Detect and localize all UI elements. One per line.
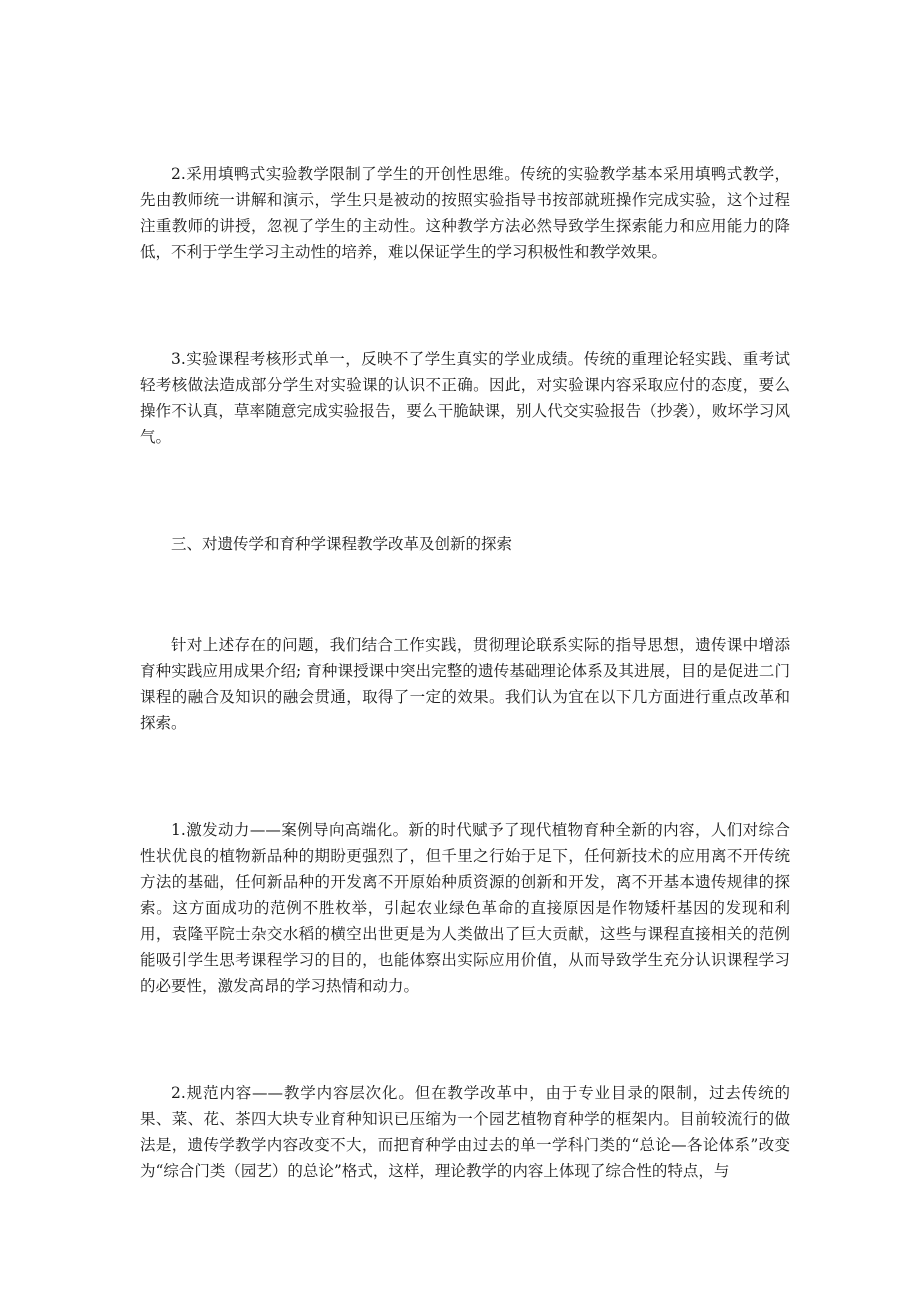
section-heading: 三、对遗传学和育种学课程教学改革及创新的探索 [171,535,513,553]
paragraph-motivation: 1.激发动力——案例导向高端化。新的时代赋予了现代植物育种全新的内容，人们对综合性状优良的植物新品种的期盼更强烈了，但千里之行始于足下，任何新技术的应用离不开传统方法的基础，任何新品种的开发离不开原始种质资源的创新和开发，离不开基本遗传规律的探索。这方面成功的范例不胜枚举，引起农业绿色革命的直接原因是作物矮杆基因的发现和利用，袁隆平院士杂交水稻的横空出世更是为人类做出了巨大贡献，这些与课程直接相关的范例能吸引学生思考课程学习的目的，也能体察出实际应用价值，从而导致学生充分认识课程学习的必要性，激发高昂的学习热情和动力。 [140,821,790,995]
paragraph-reform-intro: 针对上述存在的问题，我们结合工作实践，贯彻理论联系实际的指导思想，遗传课中增添育种实践应用成果介绍; 育种课授课中突出完整的遗传基础理论体系及其进展，目的是促进二门课程的融合及知识的融会贯通，取得了一定的效果。我们认为宜在以下几方面进行重点改革和探索。 [140,636,790,732]
paragraph-experiment-teaching: 2.采用填鸭式实验教学限制了学生的开创性思维。传统的实验教学基本采用填鸭式教学，先由教师统一讲解和演示，学生只是被动的按照实验指导书按部就班操作完成实验，这个过程注重教师的讲授，忽视了学生的主动性。这种教学方法必然导致学生探索能力和应用能力的降低，不利于学生学习主动性的培养，难以保证学生的学习积极性和教学效果。 [140,165,790,261]
paragraph-assessment: 3.实验课程考核形式单一，反映不了学生真实的学业成绩。传统的重理论轻实践、重考试轻考核做法造成部分学生对实验课的认识不正确。因此，对实验课内容采取应付的态度，要么操作不认真，草率随意完成实验报告，要么干脆缺课，别人代交实验报告（抄袭），败坏学习风气。 [140,350,790,446]
paragraph-content-layering: 2.规范内容——教学内容层次化。但在教学改革中，由于专业目录的限制，过去传统的果、菜、花、茶四大块专业育种知识已压缩为一个园艺植物育种学的框架内。目前较流行的做法是，遗传学教学内容改变不大，而把育种学由过去的单一学科门类的“总论—各论体系”改变为“综合门类（园艺）的总论”格式，这样，理论教学的内容上体现了综合性的特点，与 [140,1084,790,1180]
